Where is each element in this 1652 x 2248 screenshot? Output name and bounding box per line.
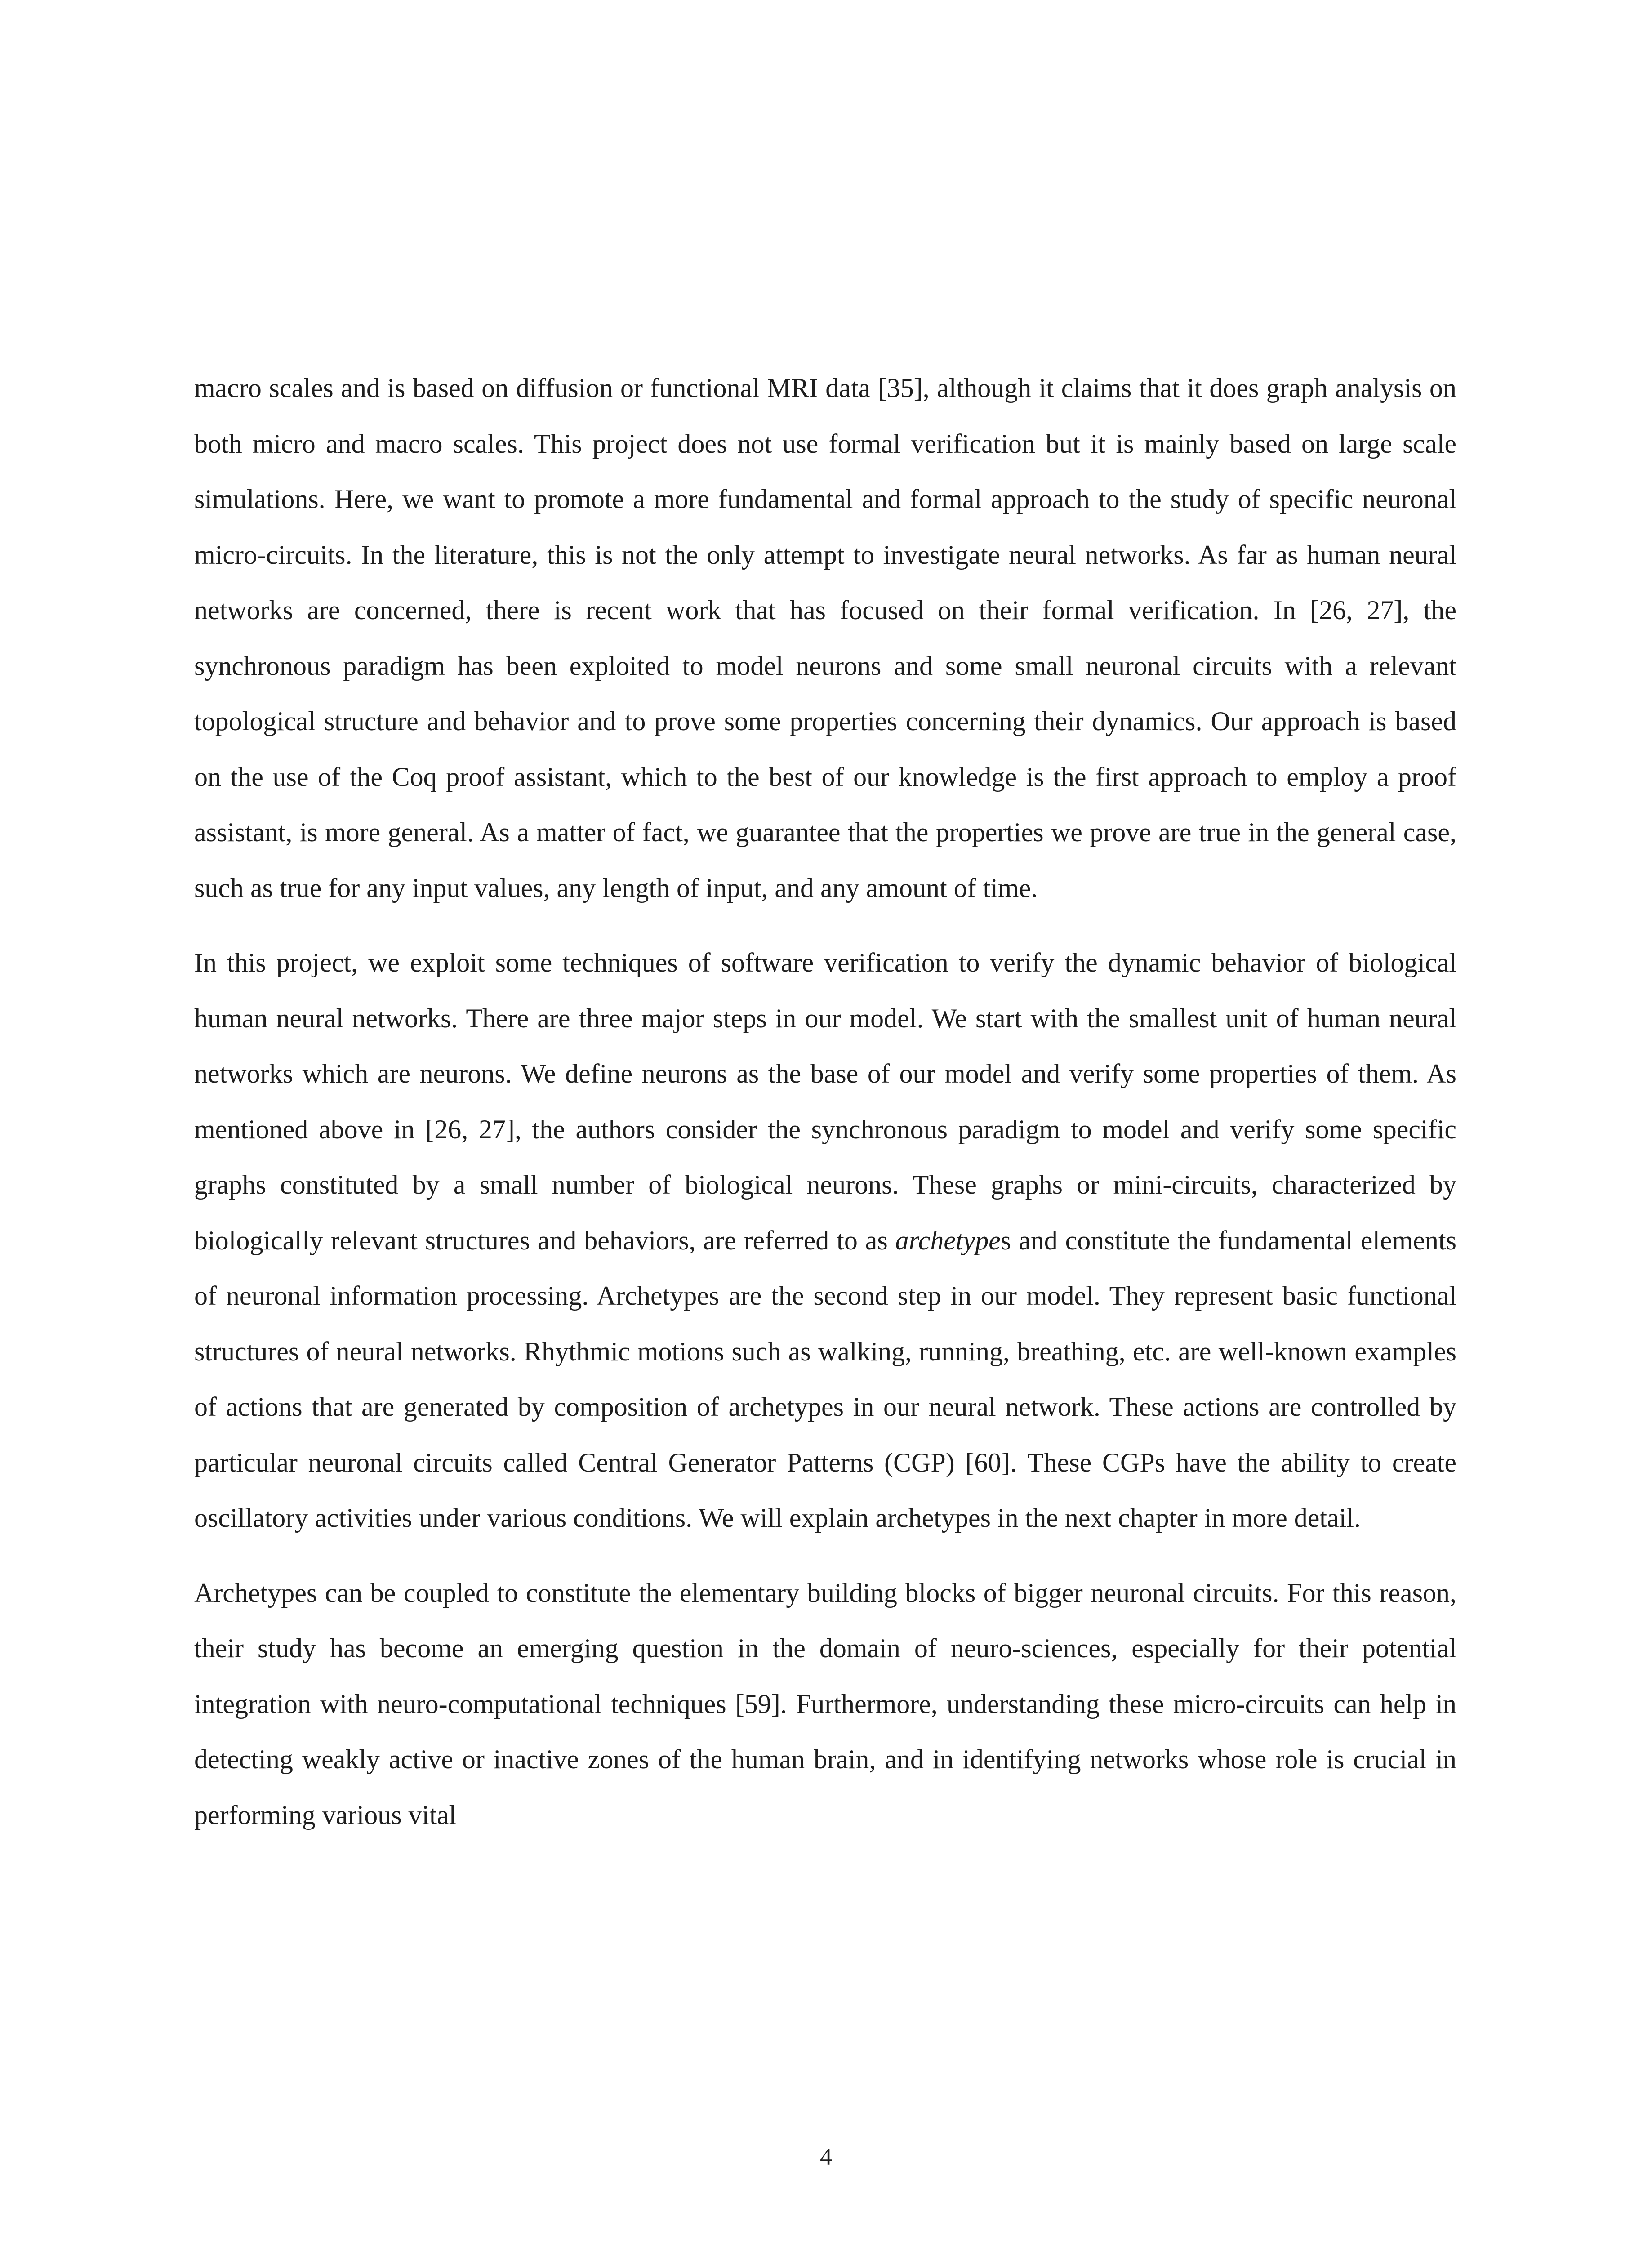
paragraph-2-text-end: s and constitute the fundamental elements of neuronal information processing. Archetypes are the second step in our model. They represent basic functional structures of neural networks. Rhythmic motions such as walking, running, breathing, etc. are well-known examples of actions that are generated by composition of archetypes in our neural network. These actions are controlled by particular neuronal circuits called Central Generator Patterns (CGP) [60]. These CGPs have the ability to create oscillatory activities under various conditions. We will explain archetypes in the next chapter in more detail. [194,1225,1456,1533]
paragraph-2-text-start: In this project, we exploit some techniques of software verification to verify the dynamic behavior of biological human neural networks. There are three major steps in our model. We start with the smallest unit of human neural networks which are neurons. We define neurons as the base of our model and verify some properties of them. As mentioned above in [26, 27], the authors consider the synchronous paradigm to model and verify some specific graphs constituted by a small number of biological neurons. These graphs or mini-circuits, characterized by biologically relevant structures and behaviors, are referred to as [194,948,1456,1255]
body-text [194,361,1456,1843]
paragraph-2 [194,935,1456,1546]
archetype-emphasis: archetype [895,1225,1001,1255]
paragraph-3-text: Archetypes can be coupled to constitute the elementary building blocks of bigger neuronal circuits. For this reason, their study has become an emerging question in the domain of neuro-sciences, especially for their potential integration with neuro-computational techniques [59]. Furthermore, understanding these micro-circuits can help in detecting weakly active or inactive zones of the human brain, and in identifying networks whose role is crucial in performing various vital [194,1578,1456,1830]
paragraph-1-text: macro scales and is based on diffusion or functional MRI data [35], although it claims that it does graph analysis on both micro and macro scales. This project does not use formal verification but it is mainly based on large scale simulations. Here, we want to promote a more fundamental and formal approach to the study of specific neuronal micro-circuits. In the literature, this is not the only attempt to investigate neural networks. As far as human neural networks are concerned, there is recent work that has focused on their formal verification. In [26, 27], the synchronous paradigm has been exploited to model neurons and some small neuronal circuits with a relevant topological structure and behavior and to prove some properties concerning their dynamics. Our approach is based on the use of the Coq proof assistant, which to the best of our knowledge is the first approach to employ a proof assistant, is more general. As a matter of fact, we guarantee that the properties we prove are true in the general case, such as true for any input values, any length of input, and any amount of time. [194,373,1456,903]
paragraph-3 [194,1566,1456,1843]
paragraph-1 [194,361,1456,916]
page-number: 4 [820,2143,832,2170]
